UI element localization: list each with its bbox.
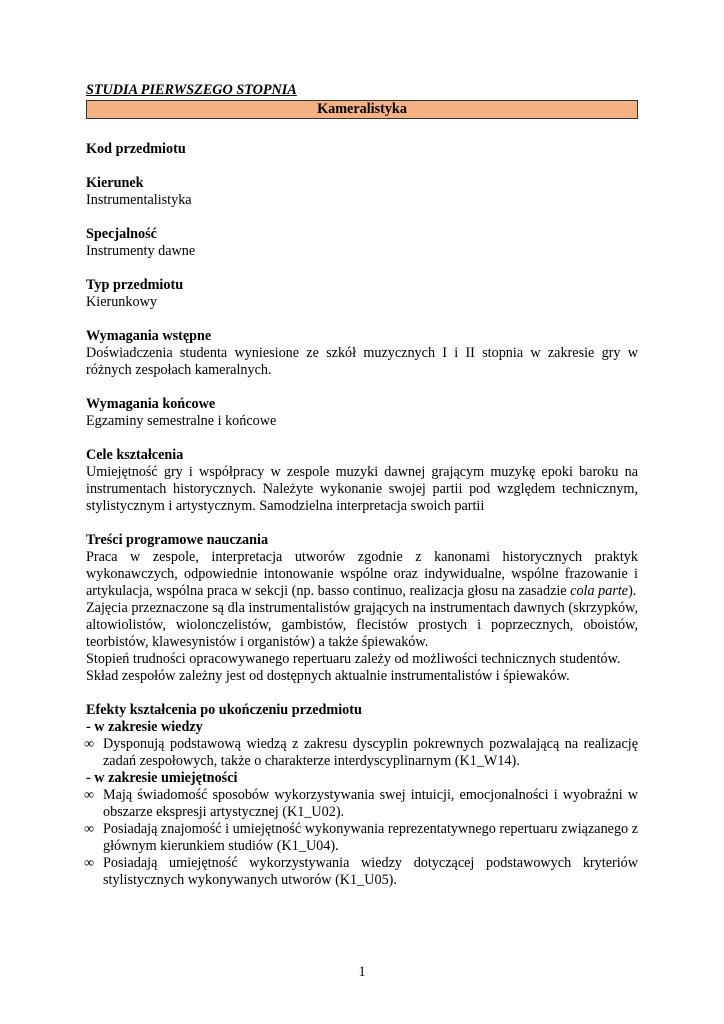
list-item-text: Dysponują podstawową wiedzą z zakresu dyscyplin pokrewnych pozwalającą na realizację zadań zespołowych, także o charakterze interdyscyplinarnym (K1_W14). [103, 736, 638, 769]
infinity-bullet-icon: ∞ [84, 787, 95, 803]
content-paragraph-3: Stopień trudności opracowywanego repertuaru zależy od możliwości technicznych studentów. [86, 651, 621, 667]
content-p1-start: Praca w zespole, interpretacja utworów zgodnie z kanonami historycznych praktyk wykonawczych, odpowiednie intonowanie wspólne oraz indywidualne, wspólne frazowanie i artykulacja, wspólna praca w sekcji (np. basso continuo, realizacja głosu na zasadzie [86, 549, 638, 599]
type-label: Typ przedmiotu [86, 277, 184, 293]
skills-list [86, 787, 638, 889]
specialty-label: Specjalność [86, 226, 157, 242]
list-item [86, 821, 638, 855]
goals-label: Cele kształcenia [86, 447, 184, 463]
list-item [86, 736, 638, 770]
list-item-text: Mają świadomość sposobów wykorzystywania swej intuicji, emocjonalności i wyobraźni w obszarze ekspresji artystycznej (K1_U02). [103, 787, 638, 820]
list-item-text: Posiadają znajomość i umiejętność wykonywania reprezentatywnego repertuaru związanego z głównym kierunkiem studiów (K1_U04). [103, 821, 638, 854]
section-final-requirements [86, 396, 638, 430]
type-value: Kierunkowy [86, 294, 157, 310]
study-level-title: STUDIA PIERWSZEGO STOPNIA [86, 82, 297, 98]
section-content [86, 532, 638, 685]
specialty-value: Instrumenty dawne [86, 243, 196, 259]
knowledge-label: - w zakresie wiedzy [86, 719, 203, 735]
content-label: Treści programowe nauczania [86, 532, 269, 548]
prerequisites-label: Wymagania wstępne [86, 328, 212, 344]
list-item [86, 787, 638, 821]
section-code [86, 141, 638, 158]
list-item [86, 855, 638, 889]
page-number: 1 [358, 964, 366, 980]
direction-label: Kierunek [86, 175, 144, 191]
final-requirements-value: Egzaminy semestralne i końcowe [86, 413, 277, 429]
content-p1-end: ). [628, 583, 637, 599]
section-specialty [86, 226, 638, 260]
direction-value: Instrumentalistyka [86, 192, 192, 208]
section-type [86, 277, 638, 311]
content-paragraph-4: Skład zespołów zależny jest od dostępnych aktualnie instrumentalistów i śpiewaków. [86, 668, 570, 684]
section-prerequisites [86, 328, 638, 379]
content-paragraph-2: Zajęcia przeznaczone są dla instrumentalistów grających na instrumentach dawnych (skrzypków, altowiolistów, wiolonczelistów, gambistów, flecistów prostych i poprzecznych, oboistów, teorbistów, klawesynistów i organistów) a także śpiewaków. [86, 600, 638, 650]
section-direction [86, 175, 638, 209]
section-goals [86, 447, 638, 515]
outcomes-label: Efekty kształcenia po ukończeniu przedmiotu [86, 702, 362, 718]
document-page [86, 82, 638, 889]
code-label: Kod przedmiotu [86, 141, 186, 157]
knowledge-list [86, 736, 638, 770]
list-item-text: Posiadają umiejętność wykorzystywania wiedzy dotyczącej podstawowych kryteriów stylistycznych wykonywanych utworów (K1_U05). [103, 855, 638, 888]
goals-value: Umiejętność gry i współpracy w zespole muzyki dawnej grającym muzykę epoki baroku na instrumentach historycznych. Należyte wykonanie swojej partii pod względem technicznym, stylistycznym i artystycznym. Samodzielna interpretacja swoich partii [86, 464, 638, 514]
section-outcomes [86, 702, 638, 889]
final-requirements-label: Wymagania końcowe [86, 396, 216, 412]
course-name-banner: Kameralistyka [86, 100, 638, 119]
skills-label: - w zakresie umiejętności [86, 770, 238, 786]
infinity-bullet-icon: ∞ [84, 821, 95, 837]
prerequisites-value: Doświadczenia studenta wyniesione ze szkół muzycznych I i II stopnia w zakresie gry w różnych zespołach kameralnych. [86, 345, 638, 378]
infinity-bullet-icon: ∞ [84, 855, 95, 871]
content-paragraph-1 [86, 549, 638, 600]
content-p1-italic: cola parte [570, 583, 629, 599]
infinity-bullet-icon: ∞ [84, 736, 95, 752]
